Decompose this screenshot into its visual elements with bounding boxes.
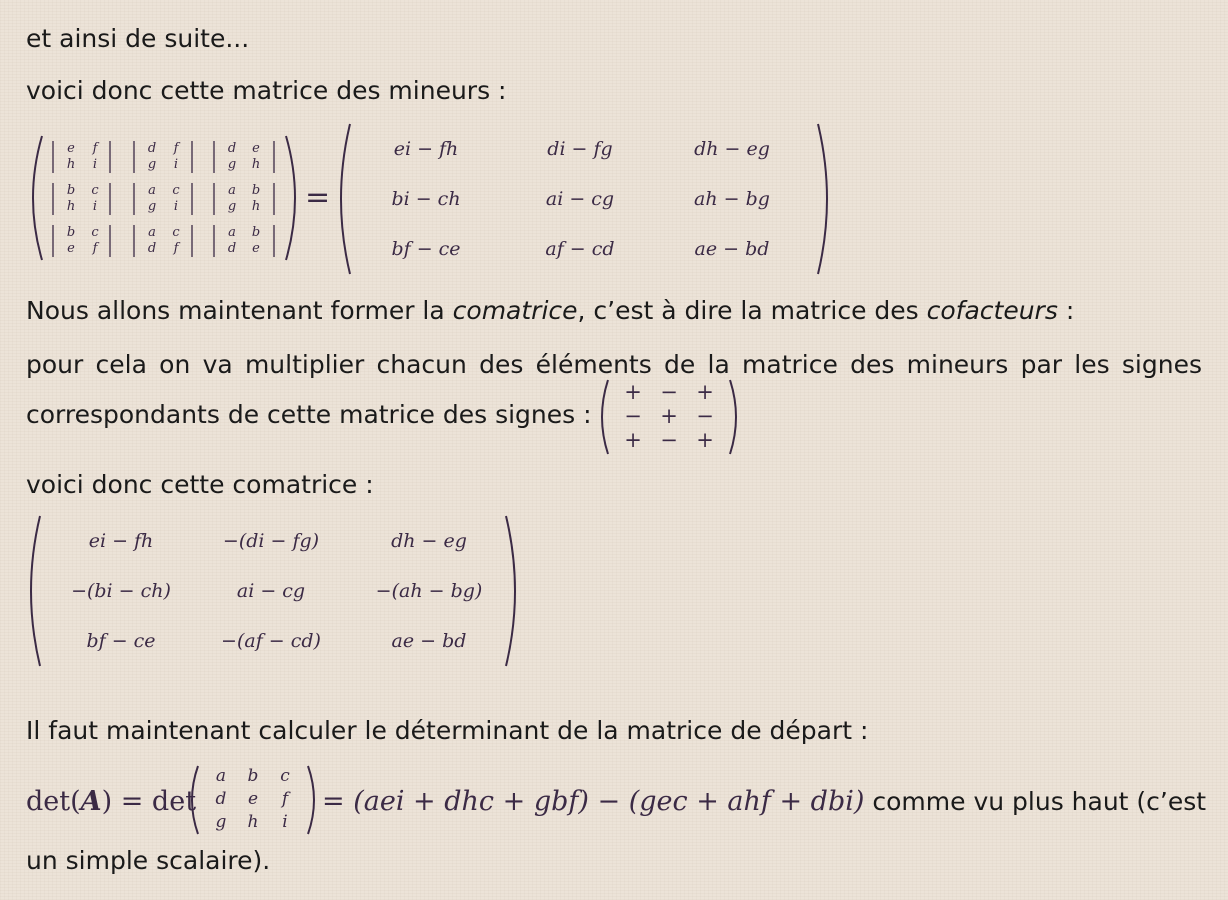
minor-entry: c [91,225,99,240]
matrix-abc [188,764,318,836]
minor-entry: i [92,157,98,172]
matrix-a-symbol: A [80,786,102,817]
matrix-entry: e [247,789,259,809]
paragraph-scalar: un simple scalaire). [26,846,271,875]
matrix-entry: d [215,789,227,809]
matrix-entry: − [660,428,678,452]
minor-entry: b [66,225,76,240]
matrix-entry: ai − cg [236,580,306,602]
matrix-entry: ei − fh [393,138,459,160]
matrix-entry: g [215,812,227,832]
minor-entry: f [173,141,179,156]
minor-entry: a [228,183,236,198]
minor-entry: f [92,141,98,156]
minor-entry: d [227,141,237,156]
comatrix [26,514,522,668]
matrix-entry: −(af − cd) [221,630,321,652]
matrix-of-minors [336,122,832,276]
minor-entry: e [67,241,75,256]
matrix-entry: i [282,812,288,832]
det-expression: = (aei + dhc + gbf) − (gec + ahf + dbi) [322,786,865,817]
minor-entry: e [67,141,75,156]
matrix-entry: + [624,380,642,404]
minor-entry: g [227,199,237,214]
paragraph-minors-heading: voici donc cette matrice des mineurs : [26,76,507,105]
matrix-entry: −(bi − ch) [71,580,171,602]
minor-entry: d [147,241,157,256]
text-segment: , c’est à dire la matrice des [577,296,927,325]
equals-sign: = [305,180,331,215]
det-rhs: ) = det [101,786,197,817]
minor-entry: c [172,183,180,198]
paragraph-comatrice [26,296,1074,325]
minor-entry: b [251,183,261,198]
minor-entry: g [147,199,157,214]
matrix-entry: c [280,766,290,786]
minor-entry: e [252,141,260,156]
minor-entry: b [251,225,261,240]
term-cofacteurs: cofacteurs [926,296,1058,325]
det-lhs: det( [26,786,81,817]
minor-entry: i [173,157,179,172]
text-segment: : [1057,296,1075,325]
minor-entry: h [66,199,76,214]
paragraph-comatrice-heading: voici donc cette comatrice : [26,470,374,499]
sign-matrix [598,378,740,456]
matrix-entry: ae − bd [694,238,770,260]
minor-entry: a [148,183,156,198]
minor-entry: e [252,241,260,256]
matrix-entry: ei − fh [88,530,154,552]
minor-entry: f [92,241,98,256]
det-tail-text: comme vu plus haut (c’est [864,787,1207,816]
matrix-entry: − [696,404,714,428]
minor-entry: i [92,199,98,214]
matrix-entry: a [215,766,227,786]
minor-entry: a [228,225,236,240]
paragraph-intro: et ainsi de suite... [26,24,250,53]
matrix-entry: − [624,404,642,428]
matrix-entry: b [247,766,259,786]
matrix-entry: dh − eg [694,138,770,160]
minor-entry: i [173,199,179,214]
matrix-entry: bi − ch [391,188,461,210]
term-comatrice: comatrice [452,296,578,325]
minor-entry: h [66,157,76,172]
minor-entry: f [173,241,179,256]
paragraph-multiply: pour cela on va multiplier chacun des éléments de la matrice des mineurs par les signes [26,350,1202,379]
minor-entry: g [147,157,157,172]
text-segment: Nous allons maintenant former la [26,296,453,325]
matrix-entry: + [696,428,714,452]
minor-entry: h [251,157,261,172]
matrix-entry: bf − ce [391,238,461,260]
matrix-entry: ai − cg [545,188,615,210]
matrix-entry: + [624,428,642,452]
matrix-entry: af − cd [545,238,615,260]
matrix-entry: h [247,812,259,832]
determinant-formula [26,786,196,817]
matrix-entry: di − fg [547,138,613,160]
matrix-entry: − [660,380,678,404]
matrix-entry: + [696,380,714,404]
minor-entry: c [172,225,180,240]
minor-entry: d [227,241,237,256]
matrix-entry: ah − bg [694,188,770,210]
minor-entry: h [251,199,261,214]
paragraph-signs: correspondants de cette matrice des signes : [26,400,592,429]
determinant-expansion [322,786,1206,817]
matrix-entry: dh − eg [391,530,467,552]
minor-entry: b [66,183,76,198]
paragraph-determinant: Il faut maintenant calculer le déterminant de la matrice de départ : [26,716,869,745]
matrix-entry: bf − ce [86,630,156,652]
matrix-entry: ae − bd [391,630,467,652]
matrix-entry: + [660,404,678,428]
matrix-entry: f [281,789,289,809]
matrix-of-2x2-minors [26,132,302,264]
matrix-entry: −(ah − bg) [375,580,483,602]
minor-entry: d [147,141,157,156]
minor-entry: a [148,225,156,240]
matrix-entry: −(di − fg) [222,530,320,552]
minor-entry: c [91,183,99,198]
minor-entry: g [227,157,237,172]
